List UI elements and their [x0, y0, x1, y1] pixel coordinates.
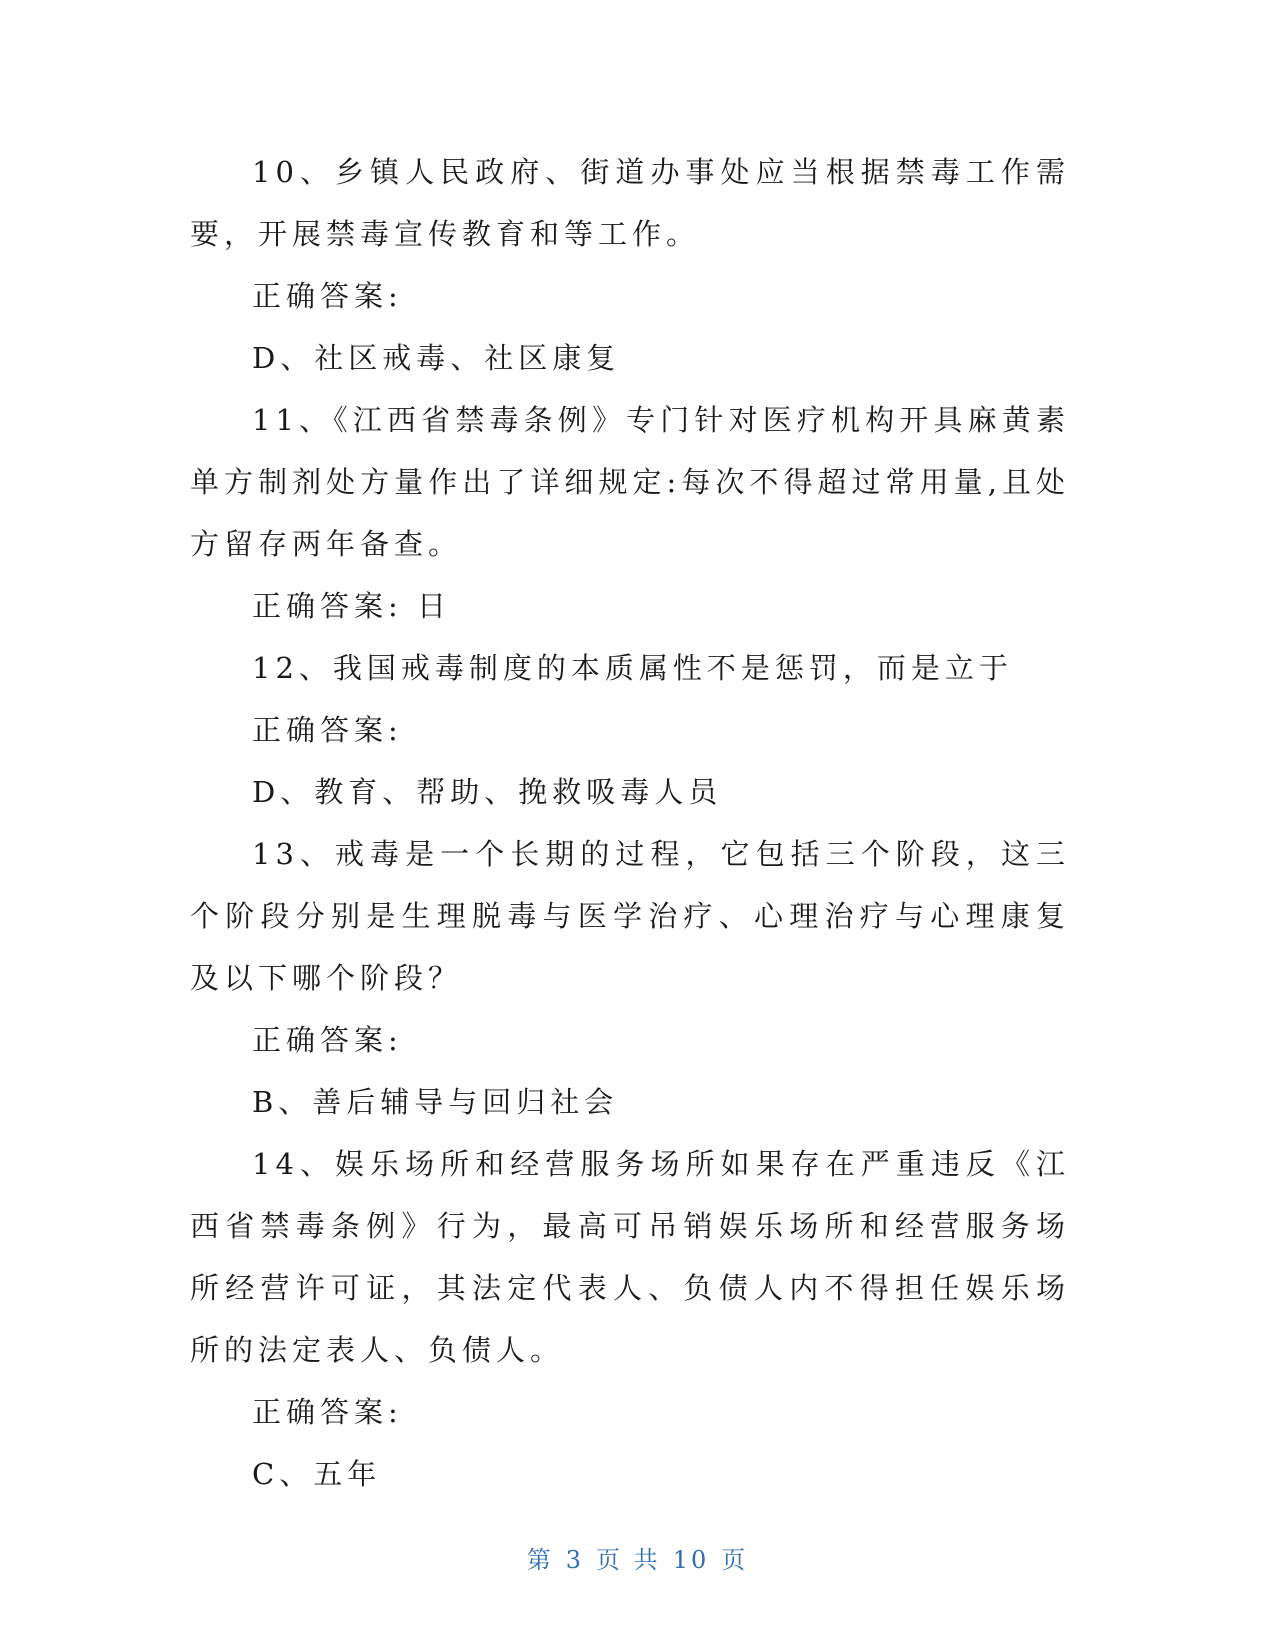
- answer-label: 正确答案:: [252, 1395, 403, 1429]
- question-14-text: 14、娱乐场所和经营服务场所如果存在严重违反《江西省禁毒条例》行为，最高可吊销娱乐场所和经营服务场所经营许可证，其法定代表人、负债人内不得担任娱乐场所的法定表人、负债人。: [190, 1147, 1070, 1367]
- answer-label: 正确答案:: [252, 713, 403, 747]
- answer-label: 正确答案:: [252, 1023, 403, 1057]
- document-body: [190, 141, 1070, 1505]
- answer-label: 正确答案:: [252, 279, 403, 313]
- question-12-text: 12、我国戒毒制度的本质属性不是惩罚，而是立于: [252, 651, 1013, 685]
- footer-current-page: 3: [565, 1546, 585, 1574]
- question-13-text: 13、戒毒是一个长期的过程，它包括三个阶段，这三个阶段分别是生理脱毒与医学治疗、心理治疗与心理康复及以下哪个阶段？: [190, 837, 1070, 995]
- footer-total-pages: 10: [672, 1546, 710, 1574]
- answer-13: B、善后辅导与回归社会: [252, 1085, 619, 1119]
- question-11-text: 11、《江西省禁毒条例》专门针对医疗机构开具麻黄素单方制剂处方量作出了详细规定:每次不得超过常用量,且处方留存两年备查。: [190, 403, 1070, 561]
- footer-middle: 页 共: [596, 1546, 661, 1574]
- answer-12: D、教育、帮助、挽救吸毒人员: [252, 775, 723, 809]
- page-footer: [0, 1540, 1275, 1575]
- footer-suffix: 页: [721, 1546, 749, 1574]
- answer-label: 正确答案: 日: [252, 589, 451, 623]
- answer-10: D、社区戒毒、社区康复: [252, 341, 621, 375]
- footer-prefix: 第: [526, 1546, 554, 1574]
- answer-14: C、五年: [252, 1457, 382, 1491]
- question-10-text: 10、乡镇人民政府、街道办事处应当根据禁毒工作需要，开展禁毒宣传教育和等工作。: [190, 155, 1070, 251]
